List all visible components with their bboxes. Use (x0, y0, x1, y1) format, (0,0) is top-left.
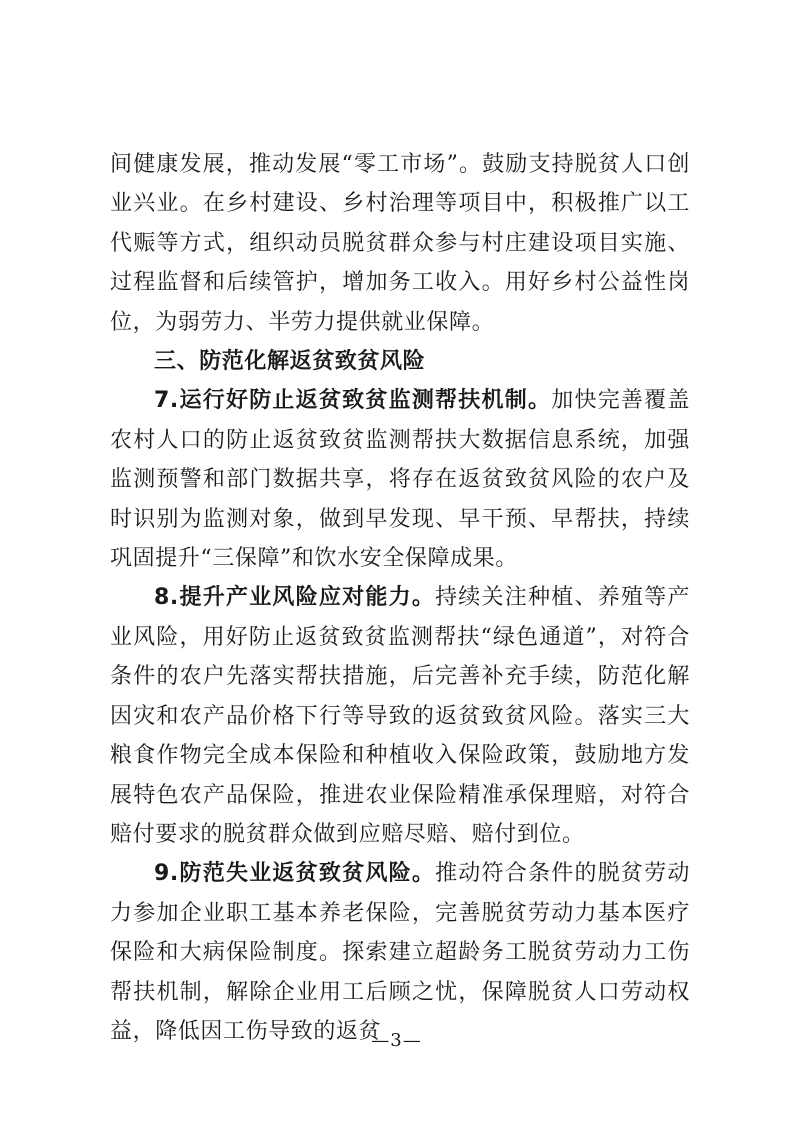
item-8-paragraph (110, 578, 690, 854)
item-7-body: 加快完善覆盖农村人口的防止返贫致贫监测帮扶大数据信息系统，加强监测预警和部门数据共享，将存在返贫致贫风险的农户及时识别为监测对象，做到早发现、早干预、早帮扶，持续巩固提升“三保障”和饮水安全保障成果。 (110, 388, 690, 572)
item-9-paragraph (110, 854, 690, 1051)
document-body (110, 145, 690, 1051)
page-number: —3— (371, 1030, 422, 1051)
continuation-paragraph: 间健康发展，推动发展“零工市场”。鼓励支持脱贫人口创业兴业。在乡村建设、乡村治理等项目中，积极推广以工代赈等方式，组织动员脱贫群众参与村庄建设项目实施、过程监督和后续管护，增加务工收入。用好乡村公益性岗位，为弱劳力、半劳力提供就业保障。 (110, 152, 690, 335)
item-8-body: 持续关注种植、养殖等产业风险，用好防止返贫致贫监测帮扶“绿色通道”，对符合条件的农户先落实帮扶措施，后完善补充手续，防范化解因灾和农产品价格下行等导致的返贫致贫风险。落实三大粮食作物完全成本保险和种植收入保险政策，鼓励地方发展特色农产品保险，推进农业保险精准承保理赔，对符合赔付要求的脱贫群众做到应赔尽赔、赔付到位。 (110, 585, 690, 847)
item-7-paragraph (110, 381, 690, 578)
item-9-lead: 9.防范失业返贫致贫风险。 (154, 861, 436, 887)
item-8-lead: 8.提升产业风险应对能力。 (154, 585, 436, 611)
item-7-lead: 7.运行好防止返贫致贫监测帮扶机制。 (154, 388, 552, 414)
section-heading: 三、防范化解返贫致贫风险 (154, 349, 426, 375)
item-9-body: 推动符合条件的脱贫劳动力参加企业职工基本养老保险，完善脱贫劳动力基本医疗保险和大病保险制度。探索建立超龄务工脱贫劳动力工伤帮扶机制，解除企业用工后顾之忧，保障脱贫人口劳动权益，降低因工伤导致的返贫 (110, 861, 690, 1044)
